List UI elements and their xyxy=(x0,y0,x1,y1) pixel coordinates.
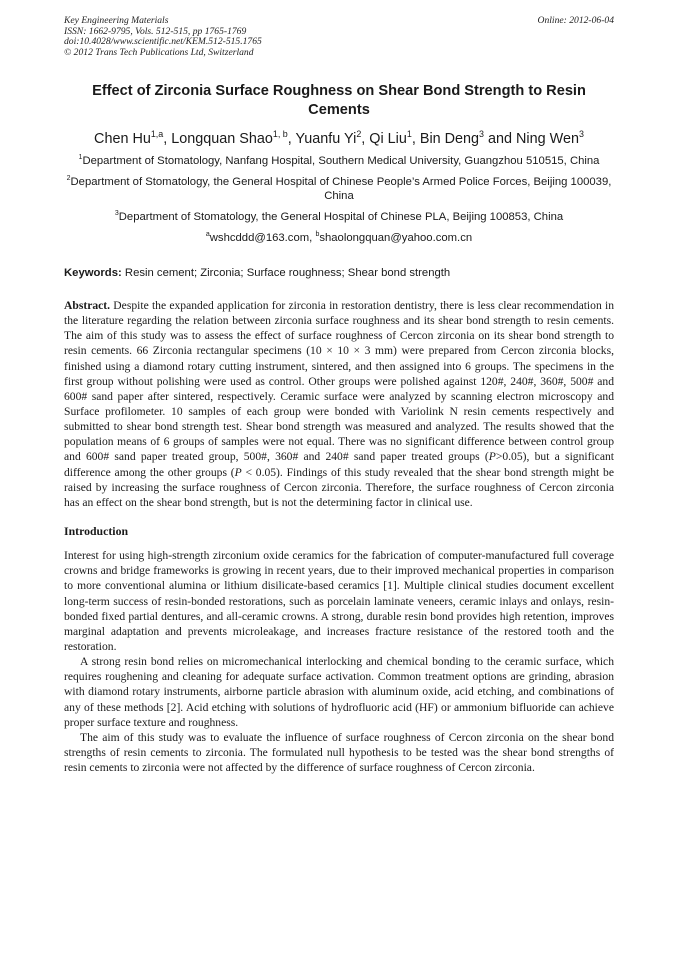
abstract: Abstract. Despite the expanded application for zirconia in restoration dentistry, there is less clear recommendation in the literature regarding the relation between zirconia surface roughness and its shear bond strength to resin cements. The aim of this study was to assess the effect of surface roughness of Cercon zirconia on its shear bond strength to resin cements. 66 Zirconia rectangular specimens (10 × 10 × 3 mm) were prepared from Cercon zirconia blocks, finished using a diamond rotary cutting instrument, sintered, and then assigned into 6 groups. The specimens in the first group without polishing were used as control. Other groups were polished against 120#, 240#, 360#, 500# and 600# sand paper after sintered, respectively. Ceramic surface were analyzed by scanning electron microscopy and Surface profilometer. 10 samples of each group were bonded with Variolink N resin cements respectively and submitted to shear bond strength test. Shear bond strength was measured and analyzed. The results showed that the population means of 6 groups of samples were not equal. There was no significant difference between control group and 600# sand paper treated group, 500#, 360# and 240# sand paper treated groups (P>0.05), but a significant difference among the other groups (P < 0.05). Findings of this study revealed that the shear bond strength might be raised by increasing the surface roughness of Cercon zirconia. Therefore, the surface roughness of Cercon zirconia has an effect on the shear bond strength, but is not the determining factor in clinical use. xyxy=(64,298,615,509)
author: Yuanfu Yi$^2$ xyxy=(295,129,362,148)
journal-name: Key Engineering Materials xyxy=(64,15,169,26)
paper-title: Effect of Zirconia Surface Roughness on Shear Bond Strength to Resin Cements xyxy=(92,83,586,119)
issn-line: ISSN: 1662-9795, Vols. 512-515, pp 1765-1769 xyxy=(64,25,247,37)
author: Longquan Shao$^{1, b}$ xyxy=(171,129,288,148)
paper-page xyxy=(64,16,614,775)
intro-paragraph-1: Interest for using high-strength zirconium oxide ceramics for the fabrication of computer-manufactured full coverage crowns and bridge frameworks is growing in recent years, due to their improved mechanical properties in comparison to more conventional alumina or lithium disilicate-based ceramics [1]. Multiple clinical studies document excellent long-term success of resin-bonded restorations, such as porcelain laminate veneers, ceramic inlays and onlays, resin-bonded fixed partial dentures, and all-ceramic crowns. A strong, durable resin bond provides high retention, improves marginal adaptation and prevents microleakage, and increases fracture resistance of the restored tooth and the restoration. xyxy=(64,549,614,653)
author: Ning Wen$^3$ xyxy=(516,129,584,148)
affiliation-3: $^3$Department of Stomatology, the General Hospital of Chinese PLA, Beijing 100853, China xyxy=(114,210,564,223)
author: Qi Liu$^1$ xyxy=(369,129,412,148)
keywords xyxy=(64,266,614,280)
email-line: $^a$wshcddd@163.com, $^b$shaolongquan@yahoo.com.cn xyxy=(205,231,473,245)
email-a[interactable]: wshcddd@163.com xyxy=(209,232,310,245)
doi-line: doi:10.4028/www.scientific.net/KEM.512-515.1765 xyxy=(64,36,262,48)
keywords-text: Resin cement; Zirconia; Surface roughness; Shear bond strength xyxy=(124,266,451,279)
affiliation-1: $^1$Department of Stomatology, Nanfang Hospital, Southern Medical University, Guangzhou 510515, China xyxy=(78,154,600,168)
email-b[interactable]: shaolongquan@yahoo.com.cn xyxy=(319,232,473,245)
running-header xyxy=(64,16,614,58)
copyright-line: © 2012 Trans Tech Publications Ltd, Switzerland xyxy=(64,46,254,58)
intro-paragraph-3: The aim of this study was to evaluate the influence of surface roughness of Cercon zirconia on the shear bond strengths of resin cements to zirconia. The formulated null hypothesis to be tested was the shear bond strengths of resin cements to zirconia were not affected by the difference of surface roughness of Cercon zirconia. xyxy=(64,730,614,775)
intro-paragraph-2: A strong resin bond relies on micromechanical interlocking and chemical bonding to the ceramic surface, which requires roughening and cleaning for adequate surface activation. Common treatment options are grinding, abrasion with diamond rotary instruments, airborne particle abrasion with aluminum oxide, acid etching, and combinations of any of these methods [2]. Acid etching with solutions of hydrofluoric acid (HF) or ammonium bifluoride can achieve proper surface texture and roughness. xyxy=(64,655,614,729)
section-heading-introduction: Introduction xyxy=(64,524,129,539)
abstract-label: Abstract. xyxy=(64,298,111,312)
keywords-label: Keywords: xyxy=(64,266,122,279)
author: Bin Deng$^3$ xyxy=(419,129,485,148)
online-date: Online: 2012-06-04 xyxy=(537,15,614,26)
author-list: Chen Hu$^{1,a}$, Longquan Shao$^{1, b}$, Yuanfu Yi$^2$, Qi Liu$^1$, Bin Deng$^3$ and Ning Wen$^3$ xyxy=(94,129,584,148)
author: Chen Hu$^{1,a}$ xyxy=(94,129,164,148)
affiliation-2: $^2$Department of Stomatology, the General Hospital of Chinese People’s Armed Police Forces, Beijing 100039, China xyxy=(66,175,612,203)
